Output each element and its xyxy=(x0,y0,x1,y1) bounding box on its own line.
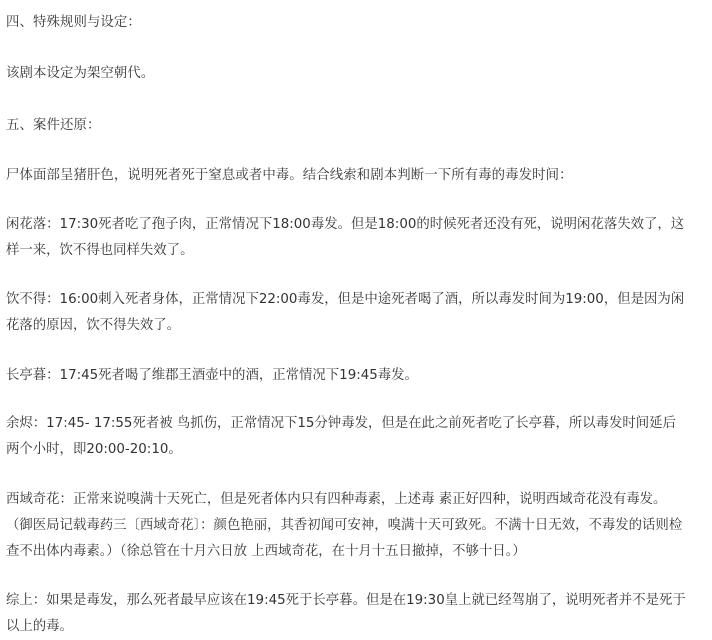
paragraph-line: 长亭暮：17:45死者喝了维郡王酒壶中的酒，正常情况下19:45毒发。 xyxy=(6,368,418,383)
paragraph-xiyuqihua xyxy=(6,487,706,565)
paragraph-line: 余烬：17:45- 17:55死者被 鸟抓伤，正常情况下15分钟毒发，但是在此之前死者吃了长亭暮，所以毒发时间延后 xyxy=(6,416,676,431)
section-5-heading: 五、案件还原： xyxy=(6,118,101,133)
paragraph-line: 以上的毒。 xyxy=(6,619,73,634)
paragraph-line: 样一来，饮不得也同样失效了。 xyxy=(6,243,194,258)
paragraph-line: 综上：如果是毒发，那么死者最早应该在19:45死于长亭暮。但是在19:30皇上就已经驾崩了，说明死者并不是死于 xyxy=(6,593,686,608)
paragraph-yinbude xyxy=(6,287,706,339)
paragraph-summary xyxy=(6,588,706,640)
paragraph-line: （御医局记载毒药三〔西域奇花〕：颜色艳丽，其香初闻可安神，嗅满十天可致死。不满十日无效，不毒发的话则检 xyxy=(6,518,683,533)
paragraph-line: 西域奇花：正常来说嗅满十天死亡，但是死者体内只有四种毒素，上述毒 素正好四种，说明西域奇花没有毒发。 xyxy=(6,492,667,507)
section-4-heading: 四、特殊规则与设定： xyxy=(6,15,141,30)
section-4-text: 该剧本设定为架空朝代。 xyxy=(6,66,155,81)
paragraph-xianhualuo xyxy=(6,212,706,264)
paragraph-line: 饮不得：16:00刺入死者身体，正常情况下22:00毒发，但是中途死者喝了酒，所以毒发时间为19:00，但是因为闲 xyxy=(6,292,685,307)
paragraph-yujin xyxy=(6,411,706,463)
paragraph-line: 查不出体内毒素。）（徐总管在十月六日放 上西域奇花，在十月十五日撤掉，不够十日。） xyxy=(6,544,526,559)
paragraph-line: 花落的原因，饮不得失效了。 xyxy=(6,318,181,333)
paragraph-line: 闲花落：17:30死者吃了孢子肉，正常情况下18:00毒发。但是18:00的时候死者还没有死，说明闲花落失效了，这 xyxy=(6,217,685,232)
paragraph-changtingmu xyxy=(6,363,706,389)
intro-paragraph: 尸体面部呈猪肝色，说明死者死于窒息或者中毒。结合线索和剧本判断一下所有毒的毒发时间： xyxy=(6,168,573,183)
paragraph-line: 两个小时，即20:00-20:10。 xyxy=(6,442,182,457)
